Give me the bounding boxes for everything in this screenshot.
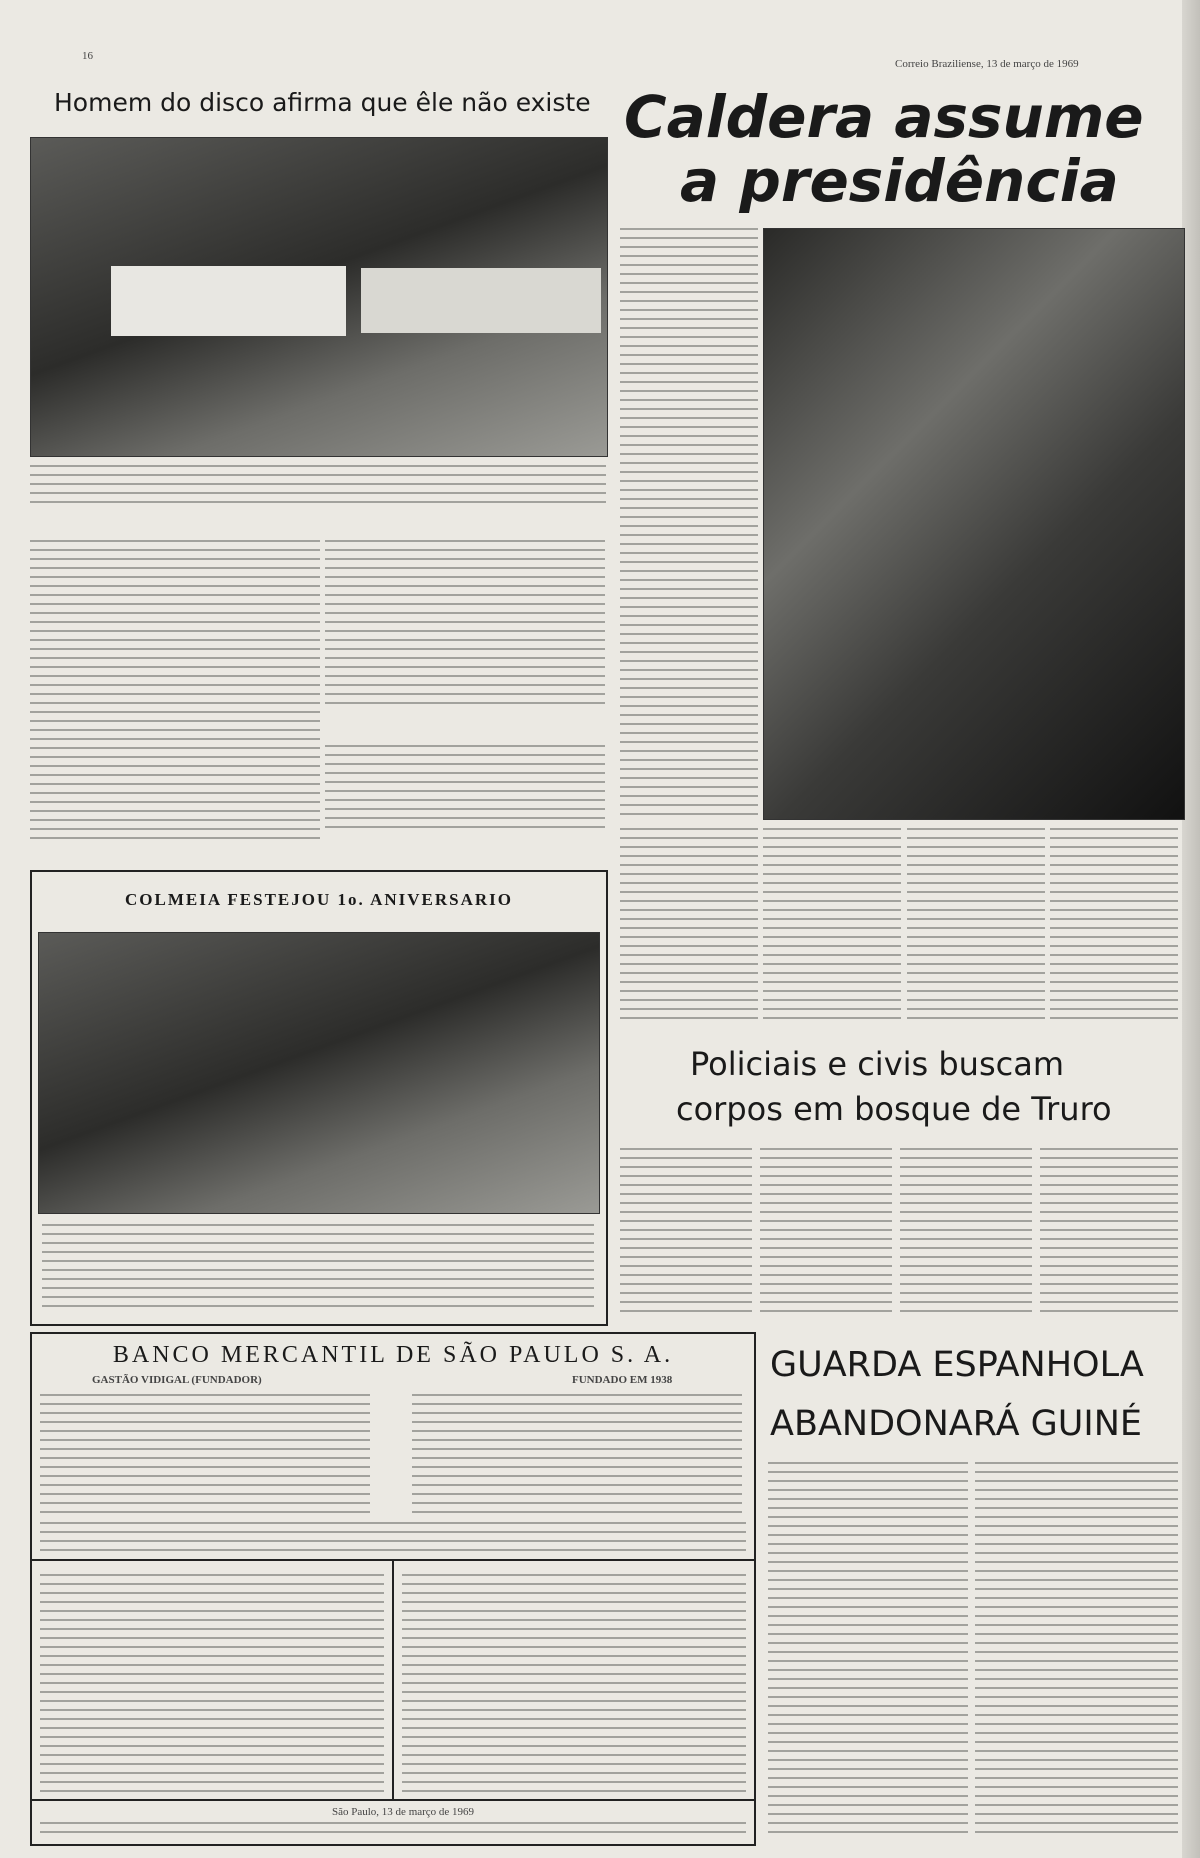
page-number: 16 — [82, 50, 93, 62]
policiais-text-col1 — [620, 1148, 752, 1316]
bank-capital-list — [40, 1394, 370, 1514]
guarda-text-col2 — [975, 1462, 1178, 1837]
bank-ativo-table — [40, 1574, 384, 1794]
caldera-text-b3 — [907, 828, 1045, 1023]
caldera-headline-line1: Caldera assume — [624, 83, 1144, 151]
bank-agencies — [40, 1522, 746, 1552]
bank-divider-bottom — [32, 1799, 754, 1801]
farmhouse-photo — [30, 137, 608, 457]
disco-text-col2b — [325, 745, 605, 835]
caldera-text-b1 — [620, 828, 758, 1023]
colmeia-caption — [42, 1224, 594, 1312]
disco-text-col2a — [325, 540, 605, 708]
house-right — [361, 268, 601, 333]
date-line: Correio Braziliense, 13 de março de 1969 — [895, 58, 1079, 70]
bank-place-date: São Paulo, 13 de março de 1969 — [332, 1806, 475, 1818]
caldera-headline-line2: a presidência — [680, 147, 1119, 215]
caldera-text-col — [620, 228, 758, 818]
colmeia-box — [30, 870, 608, 1326]
guarda-text-col1 — [768, 1462, 968, 1837]
disco-caption — [30, 465, 606, 503]
caldera-text-b4 — [1050, 828, 1178, 1023]
bank-ad-box — [30, 1332, 756, 1846]
policiais-headline-line1: Policiais e civis buscam — [690, 1045, 1064, 1083]
colmeia-headline: COLMEIA FESTEJOU 1o. ANIVERSARIO — [124, 890, 513, 909]
house-left — [111, 266, 346, 336]
bank-name: BANCO MERCANTIL DE SÃO PAULO S. A. — [112, 1342, 674, 1368]
caldera-portrait — [763, 228, 1185, 820]
policiais-text-col3 — [900, 1148, 1032, 1316]
bank-signatures — [40, 1822, 746, 1838]
bank-directors-list — [412, 1394, 742, 1514]
policiais-text-col2 — [760, 1148, 892, 1316]
disco-text-col1 — [30, 540, 320, 840]
bank-founder: GASTÃO VIDIGAL (FUNDADOR) — [92, 1374, 262, 1386]
policiais-text-col4 — [1040, 1148, 1178, 1316]
guarda-headline-line1: GUARDA ESPANHOLA — [770, 1345, 1144, 1385]
caldera-text-b2 — [763, 828, 901, 1023]
policiais-headline-line2: corpos em bosque de Truro — [676, 1090, 1112, 1128]
guarda-headline-line2: ABANDONARÁ GUINÉ — [770, 1404, 1143, 1444]
bank-passivo-table — [402, 1574, 746, 1794]
colmeia-photo — [38, 932, 600, 1214]
disco-headline: Homem do disco afirma que êle não existe — [54, 88, 591, 117]
bank-founded: FUNDADO EM 1938 — [572, 1374, 673, 1386]
bank-divider-mid — [392, 1559, 394, 1799]
